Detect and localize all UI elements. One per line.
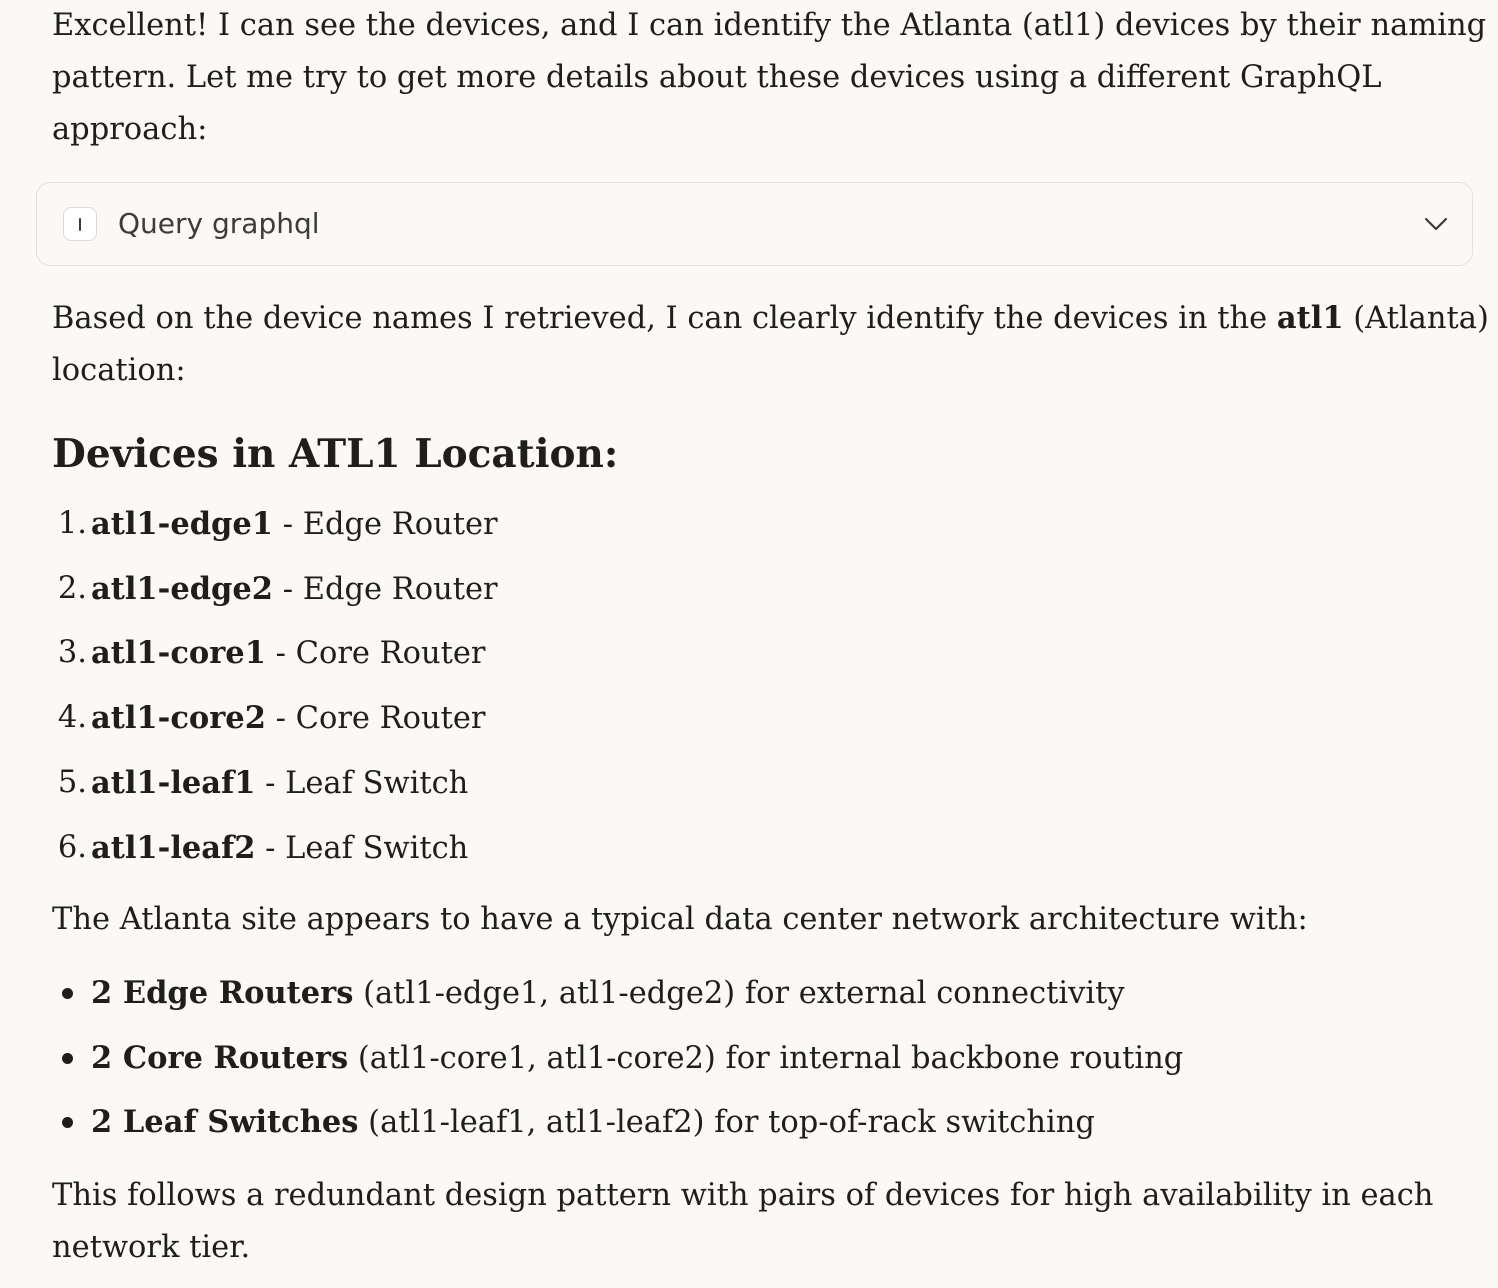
based-on-text-2: (Atlanta) bbox=[1343, 301, 1489, 336]
tool-icon bbox=[63, 207, 97, 241]
intro-line-3: approach: bbox=[52, 112, 208, 147]
tier-list-item bbox=[91, 1096, 1095, 1149]
intro-line-1: Excellent! I can see the devices, and I can identify the Atlanta (atl1) devices by their naming bbox=[52, 8, 1487, 43]
device-list-item bbox=[57, 563, 498, 616]
tier-desc: (atl1-leaf1, atl1-leaf2) for top-of-rack switching bbox=[358, 1105, 1095, 1140]
device-name: atl1-leaf1 bbox=[91, 765, 256, 801]
device-desc: - Core Router bbox=[265, 636, 486, 671]
bullet bbox=[62, 1053, 73, 1064]
intro-paragraph bbox=[52, 0, 1487, 156]
list-number: 2. bbox=[57, 571, 87, 606]
device-name: atl1-leaf2 bbox=[91, 830, 256, 866]
device-desc: - Core Router bbox=[265, 701, 486, 736]
device-list-item bbox=[57, 757, 469, 810]
based-on-text-1: Based on the device names I retrieved, I can clearly identify the devices in the bbox=[52, 301, 1277, 336]
tier-list-item bbox=[91, 967, 1125, 1020]
based-on-line-1 bbox=[52, 292, 1489, 345]
tier-desc: (atl1-core1, atl1-core2) for internal backbone routing bbox=[348, 1041, 1184, 1076]
device-name: atl1-edge2 bbox=[91, 571, 274, 607]
bullet bbox=[62, 1117, 73, 1128]
tier-list-item bbox=[91, 1032, 1183, 1085]
device-name: atl1-edge1 bbox=[91, 506, 274, 542]
conclusion-line-2: network tier. bbox=[52, 1230, 251, 1265]
chevron-down-icon[interactable] bbox=[1423, 211, 1449, 237]
list-number: 5. bbox=[57, 765, 87, 800]
bullet bbox=[62, 988, 73, 999]
based-on-line-2: location: bbox=[52, 353, 186, 388]
tier-name: 2 Core Routers bbox=[91, 1040, 349, 1076]
intro-line-2: pattern. Let me try to get more details about these devices using a different GraphQL bbox=[52, 60, 1382, 95]
tier-name: 2 Leaf Switches bbox=[91, 1104, 359, 1140]
list-number: 4. bbox=[57, 700, 87, 735]
device-list-item bbox=[57, 498, 498, 551]
based-on-bold: atl1 bbox=[1276, 300, 1344, 336]
summary-paragraph: The Atlanta site appears to have a typical data center network architecture with: bbox=[52, 902, 1308, 937]
device-desc: - Edge Router bbox=[273, 572, 498, 607]
device-name: atl1-core2 bbox=[91, 700, 266, 736]
conclusion-paragraph bbox=[52, 1170, 1452, 1274]
device-list-item bbox=[57, 627, 486, 680]
list-number: 6. bbox=[57, 830, 87, 865]
device-name: atl1-core1 bbox=[91, 635, 266, 671]
devices-heading: Devices in ATL1 Location: bbox=[52, 431, 619, 477]
device-desc: - Leaf Switch bbox=[255, 766, 469, 801]
tool-call-label: Query graphql bbox=[118, 207, 320, 240]
device-desc: - Leaf Switch bbox=[255, 831, 469, 866]
list-number: 3. bbox=[57, 635, 87, 670]
tool-call-query-graphql[interactable] bbox=[36, 182, 1473, 266]
based-on-paragraph bbox=[52, 292, 1489, 397]
device-desc: - Edge Router bbox=[273, 507, 498, 542]
device-list-item bbox=[57, 822, 469, 875]
conclusion-line-1: This follows a redundant design pattern with pairs of devices for high availability in each bbox=[52, 1178, 1434, 1213]
device-list-item bbox=[57, 692, 486, 745]
tier-name: 2 Edge Routers bbox=[91, 975, 354, 1011]
tier-desc: (atl1-edge1, atl1-edge2) for external connectivity bbox=[353, 976, 1125, 1011]
list-number: 1. bbox=[57, 506, 87, 541]
